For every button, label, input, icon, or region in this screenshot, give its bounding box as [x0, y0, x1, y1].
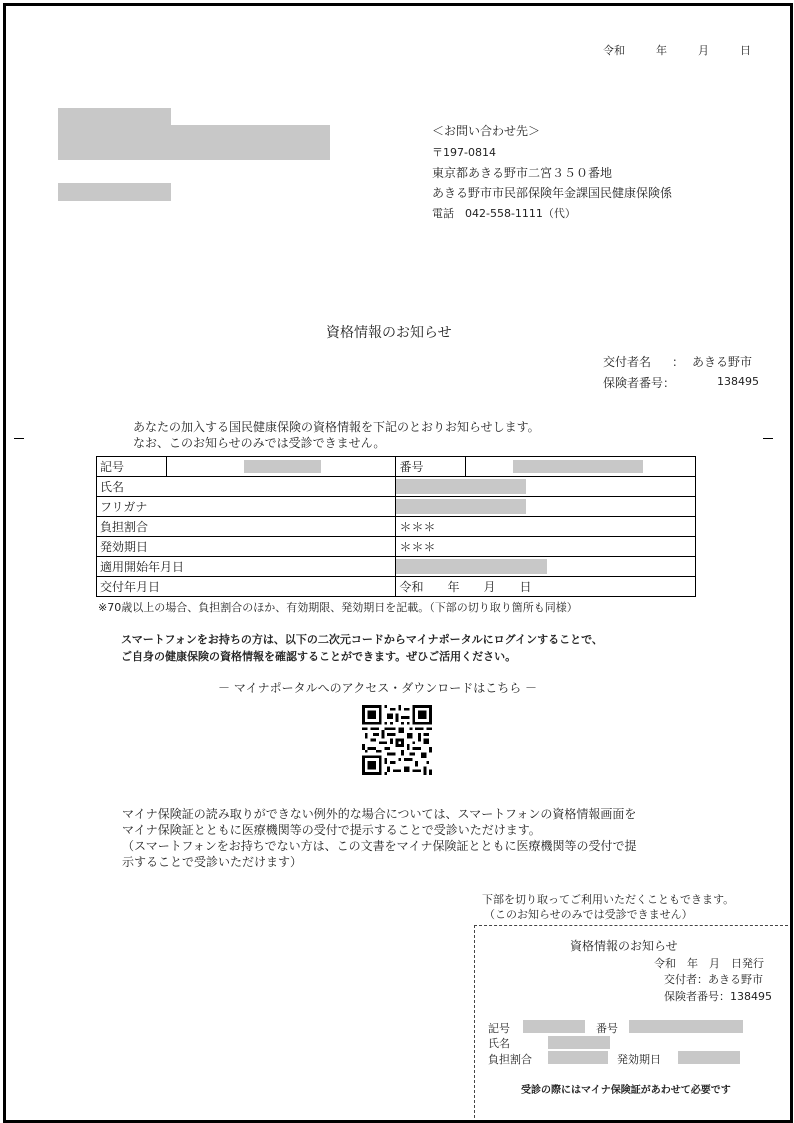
contact-postal: 〒197-0814: [432, 146, 496, 159]
table-row: [97, 457, 696, 477]
kofu-value: 令和 年 月 日: [396, 577, 696, 597]
portal-caption: － マイナポータルへのアクセス・ダウンロードはこちら －: [218, 681, 538, 695]
card-shimei-label: 氏名: [488, 1037, 510, 1050]
kigou-label: 記号: [97, 457, 167, 477]
page-title: 資格情報のお知らせ: [326, 325, 452, 341]
card-hakko-label: 発効期日: [617, 1053, 661, 1066]
exception-line2: マイナ保険証とともに医療機関等の受付で提示することで受診いただけます。: [122, 823, 541, 837]
cutout-note-line1: 下部を切り取ってご利用いただくこともできます。: [482, 893, 735, 906]
table-note: ※70歳以上の場合、負担割合のほか、有効期限、発効期日を記載。（下部の切り取り箇所も同様）: [98, 601, 578, 614]
card-redacted-hakko: [678, 1051, 740, 1064]
shimei-label: 氏名: [97, 477, 396, 497]
card-issued: 令和 年 月 日発行: [654, 957, 764, 970]
card-issuer: 交付者：あきる野市: [664, 973, 763, 986]
date-era: 令和: [603, 44, 625, 57]
redacted-recipient-line3: [58, 183, 171, 201]
date-line: [603, 42, 751, 58]
card-futan-label: 負担割合: [488, 1053, 532, 1066]
futan-value: ＊＊＊: [396, 517, 696, 537]
contact-address: 東京都あきる野市二宮３５０番地: [432, 166, 613, 180]
table-row: [97, 537, 696, 557]
card-redacted-shimei: [548, 1036, 610, 1049]
date-day: 日: [740, 44, 751, 57]
card-notice: 受診の際にはマイナ保険証があわせて必要です: [521, 1085, 731, 1096]
qualification-table: [96, 456, 696, 597]
redacted-tekiyo: [396, 559, 547, 574]
intro-line2: なお、このお知らせのみでは受診できません。: [133, 436, 386, 450]
contact-phone: 電話 042-558-1111（代）: [432, 207, 576, 220]
bangou-value: [466, 457, 696, 477]
futan-label: 負担割合: [97, 517, 396, 537]
redacted-recipient-line1: [58, 108, 171, 126]
insurer-number-label: 保険者番号：: [603, 376, 676, 390]
card-bangou-label: 番号: [596, 1022, 618, 1035]
tekiyo-value: [396, 557, 696, 577]
date-month: 月: [698, 44, 709, 57]
tekiyo-label: 適用開始年月日: [97, 557, 396, 577]
table-row: [97, 577, 696, 597]
shimei-value: [396, 477, 696, 497]
smartphone-line2: ご自身の健康保険の資格情報を確認することができます。ぜひご活用ください。: [121, 650, 517, 663]
contact-department: あきる野市市民部保険年金課国民健康保険係: [432, 186, 673, 200]
redacted-shimei: [396, 479, 526, 494]
fold-mark-right: [763, 438, 773, 439]
redacted-furigana: [396, 499, 526, 514]
furigana-value: [396, 497, 696, 517]
insurer-number-value: 138495: [717, 375, 759, 388]
table-row: [97, 477, 696, 497]
table-row: [97, 497, 696, 517]
card-kigou-label: 記号: [488, 1022, 510, 1035]
smartphone-line1: スマートフォンをお持ちの方は、以下の二次元コードからマイナポータルにログインすることで、: [121, 633, 603, 646]
table-row: [97, 517, 696, 537]
contact-heading: ＜お問い合わせ先＞: [432, 124, 541, 138]
hakko-value: ＊＊＊: [396, 537, 696, 557]
card-redacted-kigou: [523, 1020, 585, 1033]
table-row: [97, 557, 696, 577]
bangou-label: 番号: [396, 457, 466, 477]
cutout-note-line2: （このお知らせのみでは受診できません）: [484, 908, 693, 921]
furigana-label: フリガナ: [97, 497, 396, 517]
redacted-bangou: [513, 460, 643, 473]
issuer-colon: ：: [672, 355, 685, 369]
intro-line1: あなたの加入する国民健康保険の資格情報を下記のとおりお知らせします。: [133, 420, 540, 434]
date-year: 年: [656, 44, 667, 57]
card-insurer: 保険者番号：138495: [664, 990, 772, 1003]
card-redacted-bangou: [629, 1020, 743, 1033]
issuer-label: 交付者名: [603, 355, 652, 369]
qr-code-icon[interactable]: [362, 705, 432, 775]
kigou-value: [166, 457, 396, 477]
card-redacted-futan: [548, 1051, 608, 1064]
redacted-kigou: [244, 460, 321, 473]
exception-line3: （スマートフォンをお持ちでない方は、この文書をマイナ保険証とともに医療機関等の受付で提: [122, 839, 637, 853]
hakko-label: 発効期日: [97, 537, 396, 557]
card-title: 資格情報のお知らせ: [570, 939, 678, 953]
fold-mark-left: [14, 438, 24, 439]
kofu-label: 交付年月日: [97, 577, 396, 597]
redacted-recipient-line2: [58, 125, 330, 160]
exception-line1: マイナ保険証の読み取りができない例外的な場合については、スマートフォンの資格情報画面を: [122, 807, 637, 821]
issuer-value: あきる野市: [692, 355, 753, 369]
exception-line4: 示することで受診いただけます）: [122, 855, 303, 869]
